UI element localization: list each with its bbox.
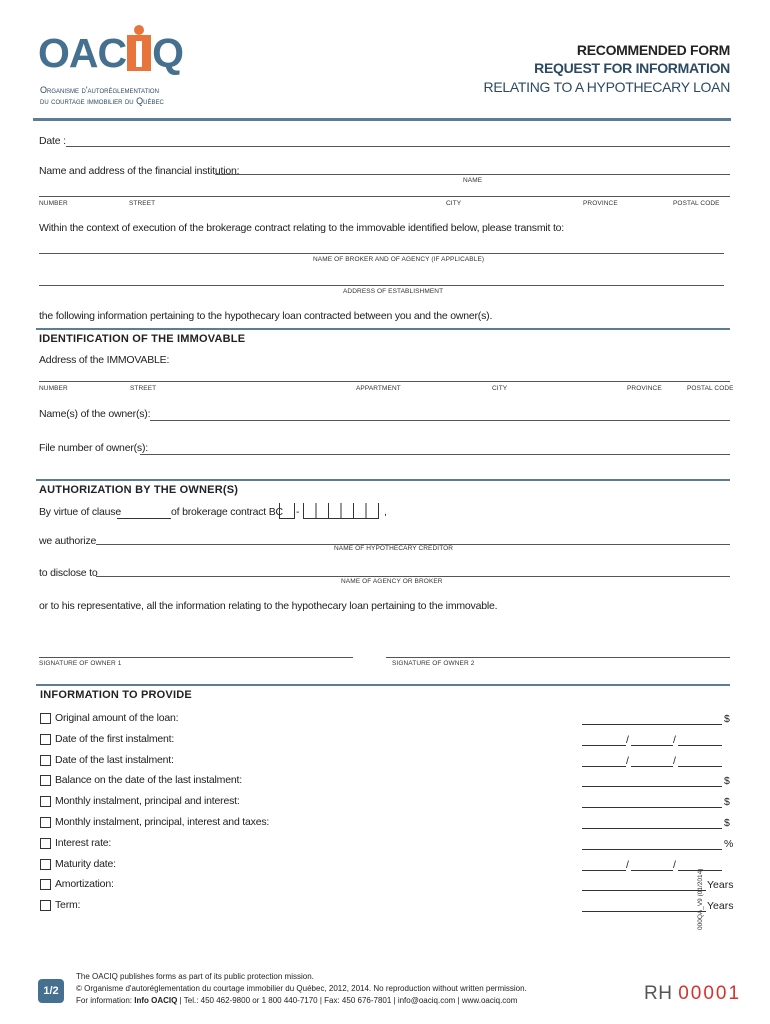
creditor-caption: NAME OF HYPOTHECARY CREDITOR [334, 545, 454, 552]
institution-name-field[interactable] [215, 174, 730, 175]
name-caption: NAME [463, 177, 483, 184]
info-checkbox[interactable] [40, 817, 51, 828]
info-checkbox[interactable] [40, 796, 51, 807]
bc-number-boxes-a[interactable] [279, 503, 295, 519]
footer-line2: © Organisme d'autoréglementation du courtage immobilier du Québec, 2012, 2014. No reproduction without written permission. [76, 984, 527, 993]
imm-appartment-caption: APPARTMENT [356, 385, 401, 392]
signature-owner2-field[interactable] [386, 657, 730, 658]
date-separator: / [626, 755, 629, 767]
date-separator: / [673, 734, 676, 746]
date-separator: / [626, 734, 629, 746]
value-field[interactable] [582, 795, 722, 808]
info-checkbox[interactable] [40, 775, 51, 786]
authorize-label: we authorize [39, 535, 97, 547]
bc-number-boxes-b[interactable] [303, 503, 379, 519]
footer-text [76, 971, 527, 1007]
unit-label: Years [707, 879, 734, 891]
footer-contact: | Tel.: 450 462-9800 or 1 800 440-7170 | Fax: 450 676-7801 | info@oaciq.com | www.oaciq.com [177, 996, 518, 1005]
value-field[interactable] [582, 774, 722, 787]
value-field[interactable] [582, 878, 706, 891]
clause-field[interactable] [117, 506, 171, 519]
footer-line3 [76, 995, 527, 1007]
agency-caption: NAME OF AGENCY OR BROKER [341, 578, 443, 585]
page-badge [38, 979, 64, 1003]
side-code: 000QA_V9 (01/2014) [697, 868, 704, 930]
unit-label: % [724, 838, 734, 850]
value-field[interactable] [582, 899, 706, 912]
day-field[interactable] [582, 733, 626, 746]
institution-label: Name and address of the financial institution: [39, 165, 240, 177]
logo-org-line2: du courtage immobilier du Québec [40, 96, 164, 106]
year-field[interactable] [678, 733, 722, 746]
info-checkbox[interactable] [40, 879, 51, 890]
unit-label: Years [707, 900, 734, 912]
broker-name-field[interactable] [39, 253, 724, 254]
info-heading: INFORMATION TO PROVIDE [40, 689, 192, 701]
unit-label: $ [724, 796, 730, 808]
signature-owner1-field[interactable] [39, 657, 353, 658]
province-caption: PROVINCE [583, 200, 618, 207]
unit-label: $ [724, 713, 730, 725]
info-checkbox[interactable] [40, 713, 51, 724]
imm-city-caption: CITY [492, 385, 508, 392]
immovable-address-label: Address of the IMMOVABLE: [39, 354, 170, 366]
info-checkbox[interactable] [40, 900, 51, 911]
immovable-address-field[interactable] [39, 381, 730, 382]
header-divider [33, 118, 731, 121]
day-field[interactable] [582, 858, 626, 871]
footer-info-oaciq: Info OACIQ [134, 996, 178, 1005]
imm-street-caption: STREET [130, 385, 157, 392]
date-separator: / [673, 859, 676, 871]
authorization-divider [36, 479, 730, 481]
bc-dash: - [296, 506, 300, 518]
owners-field[interactable] [150, 420, 730, 421]
info-label: Amortization: [55, 878, 114, 890]
broker-caption: NAME OF BROKER AND OF AGENCY (IF APPLICABLE) [313, 256, 485, 263]
form-title: REQUEST FOR INFORMATION [534, 60, 730, 76]
signature-owner2-caption: SIGNATURE OF OWNER 2 [392, 660, 475, 667]
number-caption: NUMBER [39, 200, 68, 207]
date-separator: / [626, 859, 629, 871]
form-type: RECOMMENDED FORM [576, 42, 730, 58]
info-label: Monthly instalment, principal, interest and taxes: [55, 816, 270, 828]
clause-prefix: By virtue of clause [39, 506, 121, 518]
representative-text: or to his representative, all the information relating to the hypothecary loan pertaining to the immovable. [39, 600, 498, 612]
info-label: Maturity date: [55, 858, 116, 870]
signature-owner1-caption: SIGNATURE OF OWNER 1 [39, 660, 122, 667]
owners-label: Name(s) of the owner(s): [39, 408, 151, 420]
page-number: 1/2 [43, 985, 59, 997]
date-label: Date : [39, 135, 66, 147]
value-field[interactable] [582, 712, 722, 725]
value-field[interactable] [582, 816, 722, 829]
city-caption: CITY [446, 200, 462, 207]
info-label: Date of the first instalment: [55, 733, 175, 745]
info-label: Interest rate: [55, 837, 112, 849]
imm-postal-caption: POSTAL CODE [687, 385, 734, 392]
month-field[interactable] [631, 754, 673, 767]
info-divider [36, 684, 730, 686]
logo-wordmark: OAC Q [38, 30, 183, 77]
oaciq-logo [38, 30, 208, 110]
establishment-field[interactable] [39, 285, 724, 286]
immovable-divider [36, 328, 730, 330]
value-field[interactable] [582, 837, 722, 850]
info-label: Monthly instalment, principal and interest: [55, 795, 240, 807]
info-checkbox[interactable] [40, 734, 51, 745]
year-field[interactable] [678, 754, 722, 767]
info-checkbox[interactable] [40, 859, 51, 870]
info-checkbox[interactable] [40, 838, 51, 849]
info-label: Original amount of the loan: [55, 712, 179, 724]
day-field[interactable] [582, 754, 626, 767]
form-subtitle: RELATING TO A HYPOTHECARY LOAN [483, 79, 730, 95]
street-caption: STREET [129, 200, 156, 207]
clause-suffix: of brokerage contract BC [171, 506, 283, 518]
month-field[interactable] [631, 858, 673, 871]
logo-org-line1: Organisme d'autoréglementation [40, 85, 159, 95]
date-separator: / [673, 755, 676, 767]
imm-number-caption: NUMBER [39, 385, 68, 392]
bc-comma: , [384, 506, 387, 518]
info-label: Date of the last instalment: [55, 754, 174, 766]
date-field[interactable] [66, 146, 730, 147]
institution-address-field[interactable] [39, 196, 730, 197]
footer-line3-prefix: For information: [76, 996, 135, 1005]
info-label: Balance on the date of the last instalment: [55, 774, 242, 786]
unit-label: $ [724, 775, 730, 787]
establishment-caption: ADDRESS OF ESTABLISHMENT [343, 288, 444, 295]
disclose-label: to disclose to [39, 567, 98, 579]
file-number-field[interactable] [140, 454, 730, 455]
file-number-label: File number of owner(s): [39, 442, 148, 454]
bc-box-end [378, 503, 379, 518]
form-code [644, 983, 741, 1005]
postal-caption: POSTAL CODE [673, 200, 720, 207]
authorization-heading: AUTHORIZATION BY THE OWNER(S) [39, 484, 239, 496]
form-code-number: 00001 [678, 983, 742, 1004]
immovable-heading: IDENTIFICATION OF THE IMMOVABLE [39, 333, 246, 345]
following-text: the following information pertaining to the hypothecary loan contracted between you and the owner(s). [39, 310, 493, 322]
imm-province-caption: PROVINCE [627, 385, 662, 392]
info-label: Term: [55, 899, 81, 911]
month-field[interactable] [631, 733, 673, 746]
info-checkbox[interactable] [40, 755, 51, 766]
agency-field[interactable] [96, 576, 730, 577]
context-text: Within the context of execution of the brokerage contract relating to the immovable identified below, please transmit to: [39, 222, 565, 234]
footer-line1: The OACIQ publishes forms as part of its public protection mission. [76, 972, 314, 981]
form-code-letters: RH [644, 983, 673, 1004]
unit-label: $ [724, 817, 730, 829]
